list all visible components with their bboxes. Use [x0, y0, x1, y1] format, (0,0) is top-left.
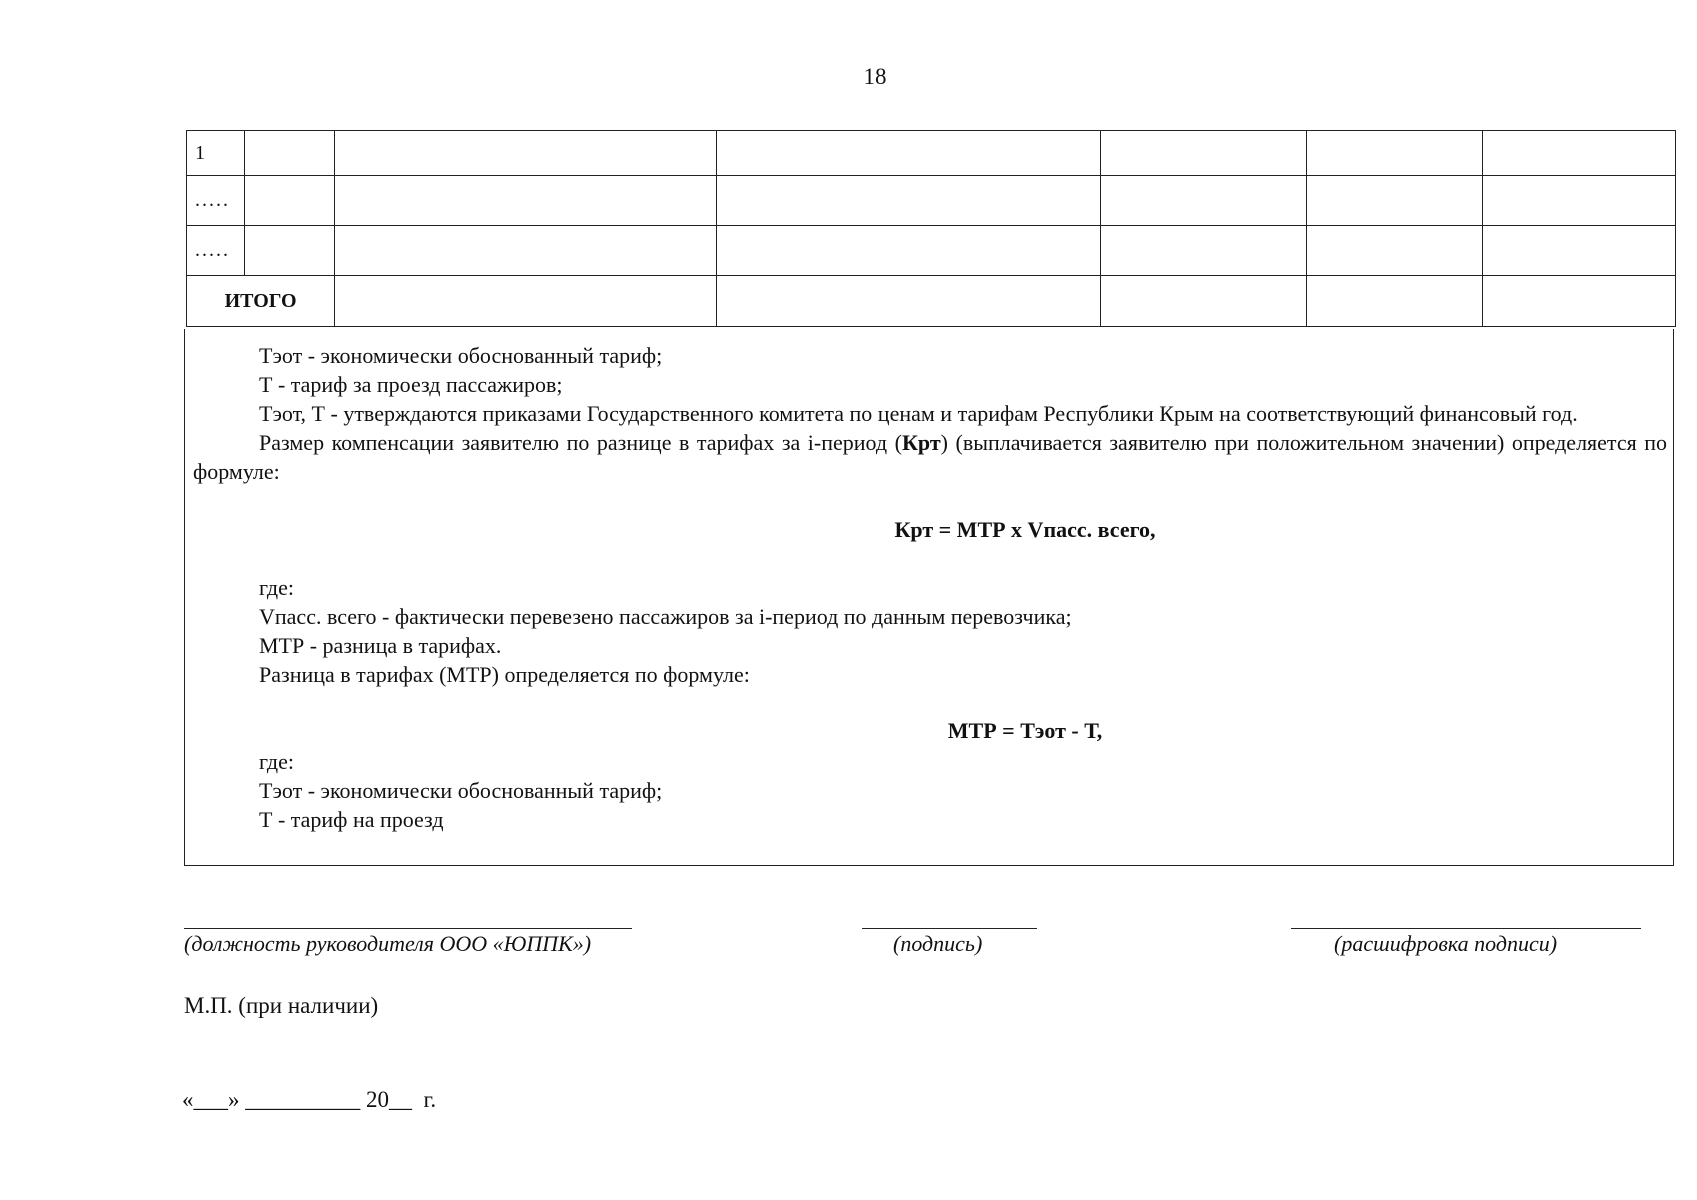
table-cell: [335, 176, 717, 226]
table-cell: [717, 226, 1100, 276]
mtr-intro: Разница в тарифах (МТР) определяется по формуле:: [259, 662, 750, 687]
table-cell: [245, 226, 335, 276]
table-cell: [1307, 176, 1483, 226]
table-row: [187, 226, 1676, 276]
approval-paragraph: Тэот, Т - утверждаются приказами Государственного комитета по ценам и тарифам Республики Крым на соответствующий финансовый год.: [259, 401, 1578, 426]
table-cell: [1100, 226, 1306, 276]
table-cell: [1482, 131, 1675, 176]
table-cell: [717, 131, 1100, 176]
position-signature-line: [184, 928, 632, 929]
table-cell: .....: [187, 226, 245, 276]
decode-signature-line: [1291, 928, 1641, 929]
table-cell: .....: [187, 176, 245, 226]
total-label: ИТОГО: [187, 276, 335, 327]
table-cell: [245, 131, 335, 176]
definition-t: Т - тариф на проезд: [259, 807, 444, 832]
definition-teot: Тэот - экономически обоснованный тариф;: [259, 778, 663, 803]
table-cell: [1100, 131, 1306, 176]
table-cell: [1307, 131, 1483, 176]
definition-teot: Тэот - экономически обоснованный тариф;: [259, 343, 663, 368]
formula-krt: Крт = МТР х Vпасс. всего,: [894, 517, 1156, 542]
table-cell: [335, 131, 717, 176]
definition-vpass: Vпасс. всего - фактически перевезено пассажиров за i-период по данным перевозчика;: [259, 604, 1072, 629]
page-number: 18: [863, 64, 887, 89]
table-cell: 1: [187, 131, 245, 176]
table-cell: [717, 276, 1100, 327]
table-cell: [1307, 226, 1483, 276]
data-table: [186, 130, 1676, 327]
table-cell: [335, 276, 717, 327]
formula-mtr: МТР = Тэот - Т,: [947, 718, 1103, 743]
table-cell: [1482, 176, 1675, 226]
where-label: где:: [259, 575, 294, 600]
compensation-paragraph: [193, 428, 1667, 486]
signature-caption: (подпись): [893, 931, 983, 956]
position-caption: (должность руководителя ООО «ЮППК»): [184, 931, 592, 956]
table-row: [187, 131, 1676, 176]
table-cell: [717, 176, 1100, 226]
table-row: [187, 176, 1676, 226]
compensation-text-before: Размер компенсации заявителю по разнице в тарифах за i-период (: [259, 430, 902, 455]
table-cell: [1482, 276, 1675, 327]
definition-mtr: МТР - разница в тарифах.: [259, 633, 502, 658]
table-cell: [335, 226, 717, 276]
table-cell: [245, 176, 335, 226]
explanation-box: [184, 329, 1674, 866]
where-label: где:: [259, 749, 294, 774]
table-cell: [1307, 276, 1483, 327]
stamp-note: М.П. (при наличии): [184, 993, 379, 1018]
table-cell: [1100, 176, 1306, 226]
decode-caption: (расшифровка подписи): [1334, 931, 1558, 956]
signature-line: [862, 928, 1037, 929]
total-row: [187, 276, 1676, 327]
compensation-symbol: Крт: [901, 430, 941, 455]
date-line: «___» __________ 20__ г.: [182, 1087, 437, 1112]
compensation-text-after: ) (выплачивается заявителю при положительном значении) определяется по формуле:: [193, 430, 1667, 484]
table-cell: [1482, 226, 1675, 276]
definition-t: Т - тариф за проезд пассажиров;: [259, 372, 563, 397]
table-cell: [1100, 276, 1306, 327]
